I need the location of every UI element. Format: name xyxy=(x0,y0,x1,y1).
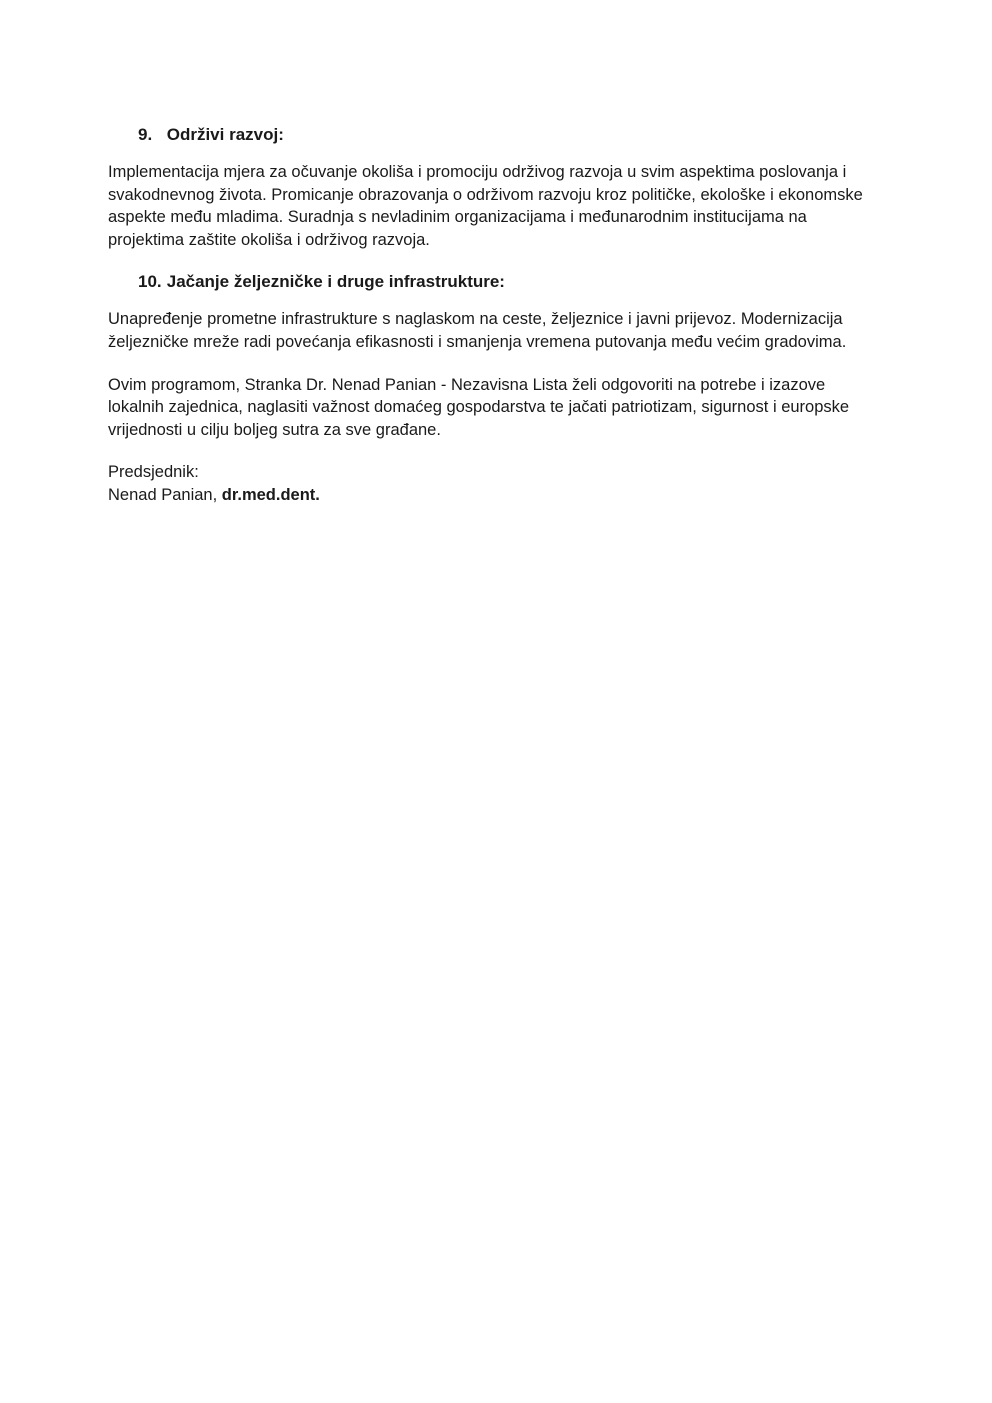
closing-paragraph: Ovim programom, Stranka Dr. Nenad Panian - Nezavisna Lista želi odgovoriti na potrebe i izazove lokalnih zajednica, naglasiti važnost domaćeg gospodarstva te jačati patriotizam, sigurnost i europske vrijednosti u cilju boljeg sutra za sve građane. xyxy=(108,375,850,439)
signature-name-line xyxy=(108,484,868,507)
signature-name: Nenad Panian, xyxy=(108,485,222,504)
signature-block xyxy=(108,461,868,506)
section-paragraph-infrastructure: Unapređenje prometne infrastrukture s naglaskom na ceste, željeznice i javni prijevoz. Modernizacija željezničke mreže radi povećanja efikasnosti i smanjenja vremena putovanja među većim gradovima. xyxy=(108,310,847,351)
section-heading-sustainable-development xyxy=(138,124,868,146)
section-paragraph-sustainable-development: Implementacija mjera za očuvanje okoliša i promociju održivog razvoja u svim aspektima poslovanja i svakodnevnog života. Promicanje obrazovanja o održivom razvoju kroz političke, ekološke i ekonomske aspekte među mladima. Suradnja s nevladinim organizacijama i međunarodnim institucijama na projektima zaštite okoliša i održivog razvoja. xyxy=(108,163,863,249)
signature-title: dr.med.dent. xyxy=(221,485,320,504)
section-number: 10. xyxy=(138,272,162,292)
section-number: 9. xyxy=(138,125,153,144)
section-heading-infrastructure xyxy=(138,271,868,293)
section-title: Održivi razvoj: xyxy=(166,125,284,144)
document-content xyxy=(108,124,868,507)
signature-role: Predsjednik: xyxy=(108,463,199,482)
section-title: Jačanje željezničke i druge infrastrukture: xyxy=(166,272,505,292)
